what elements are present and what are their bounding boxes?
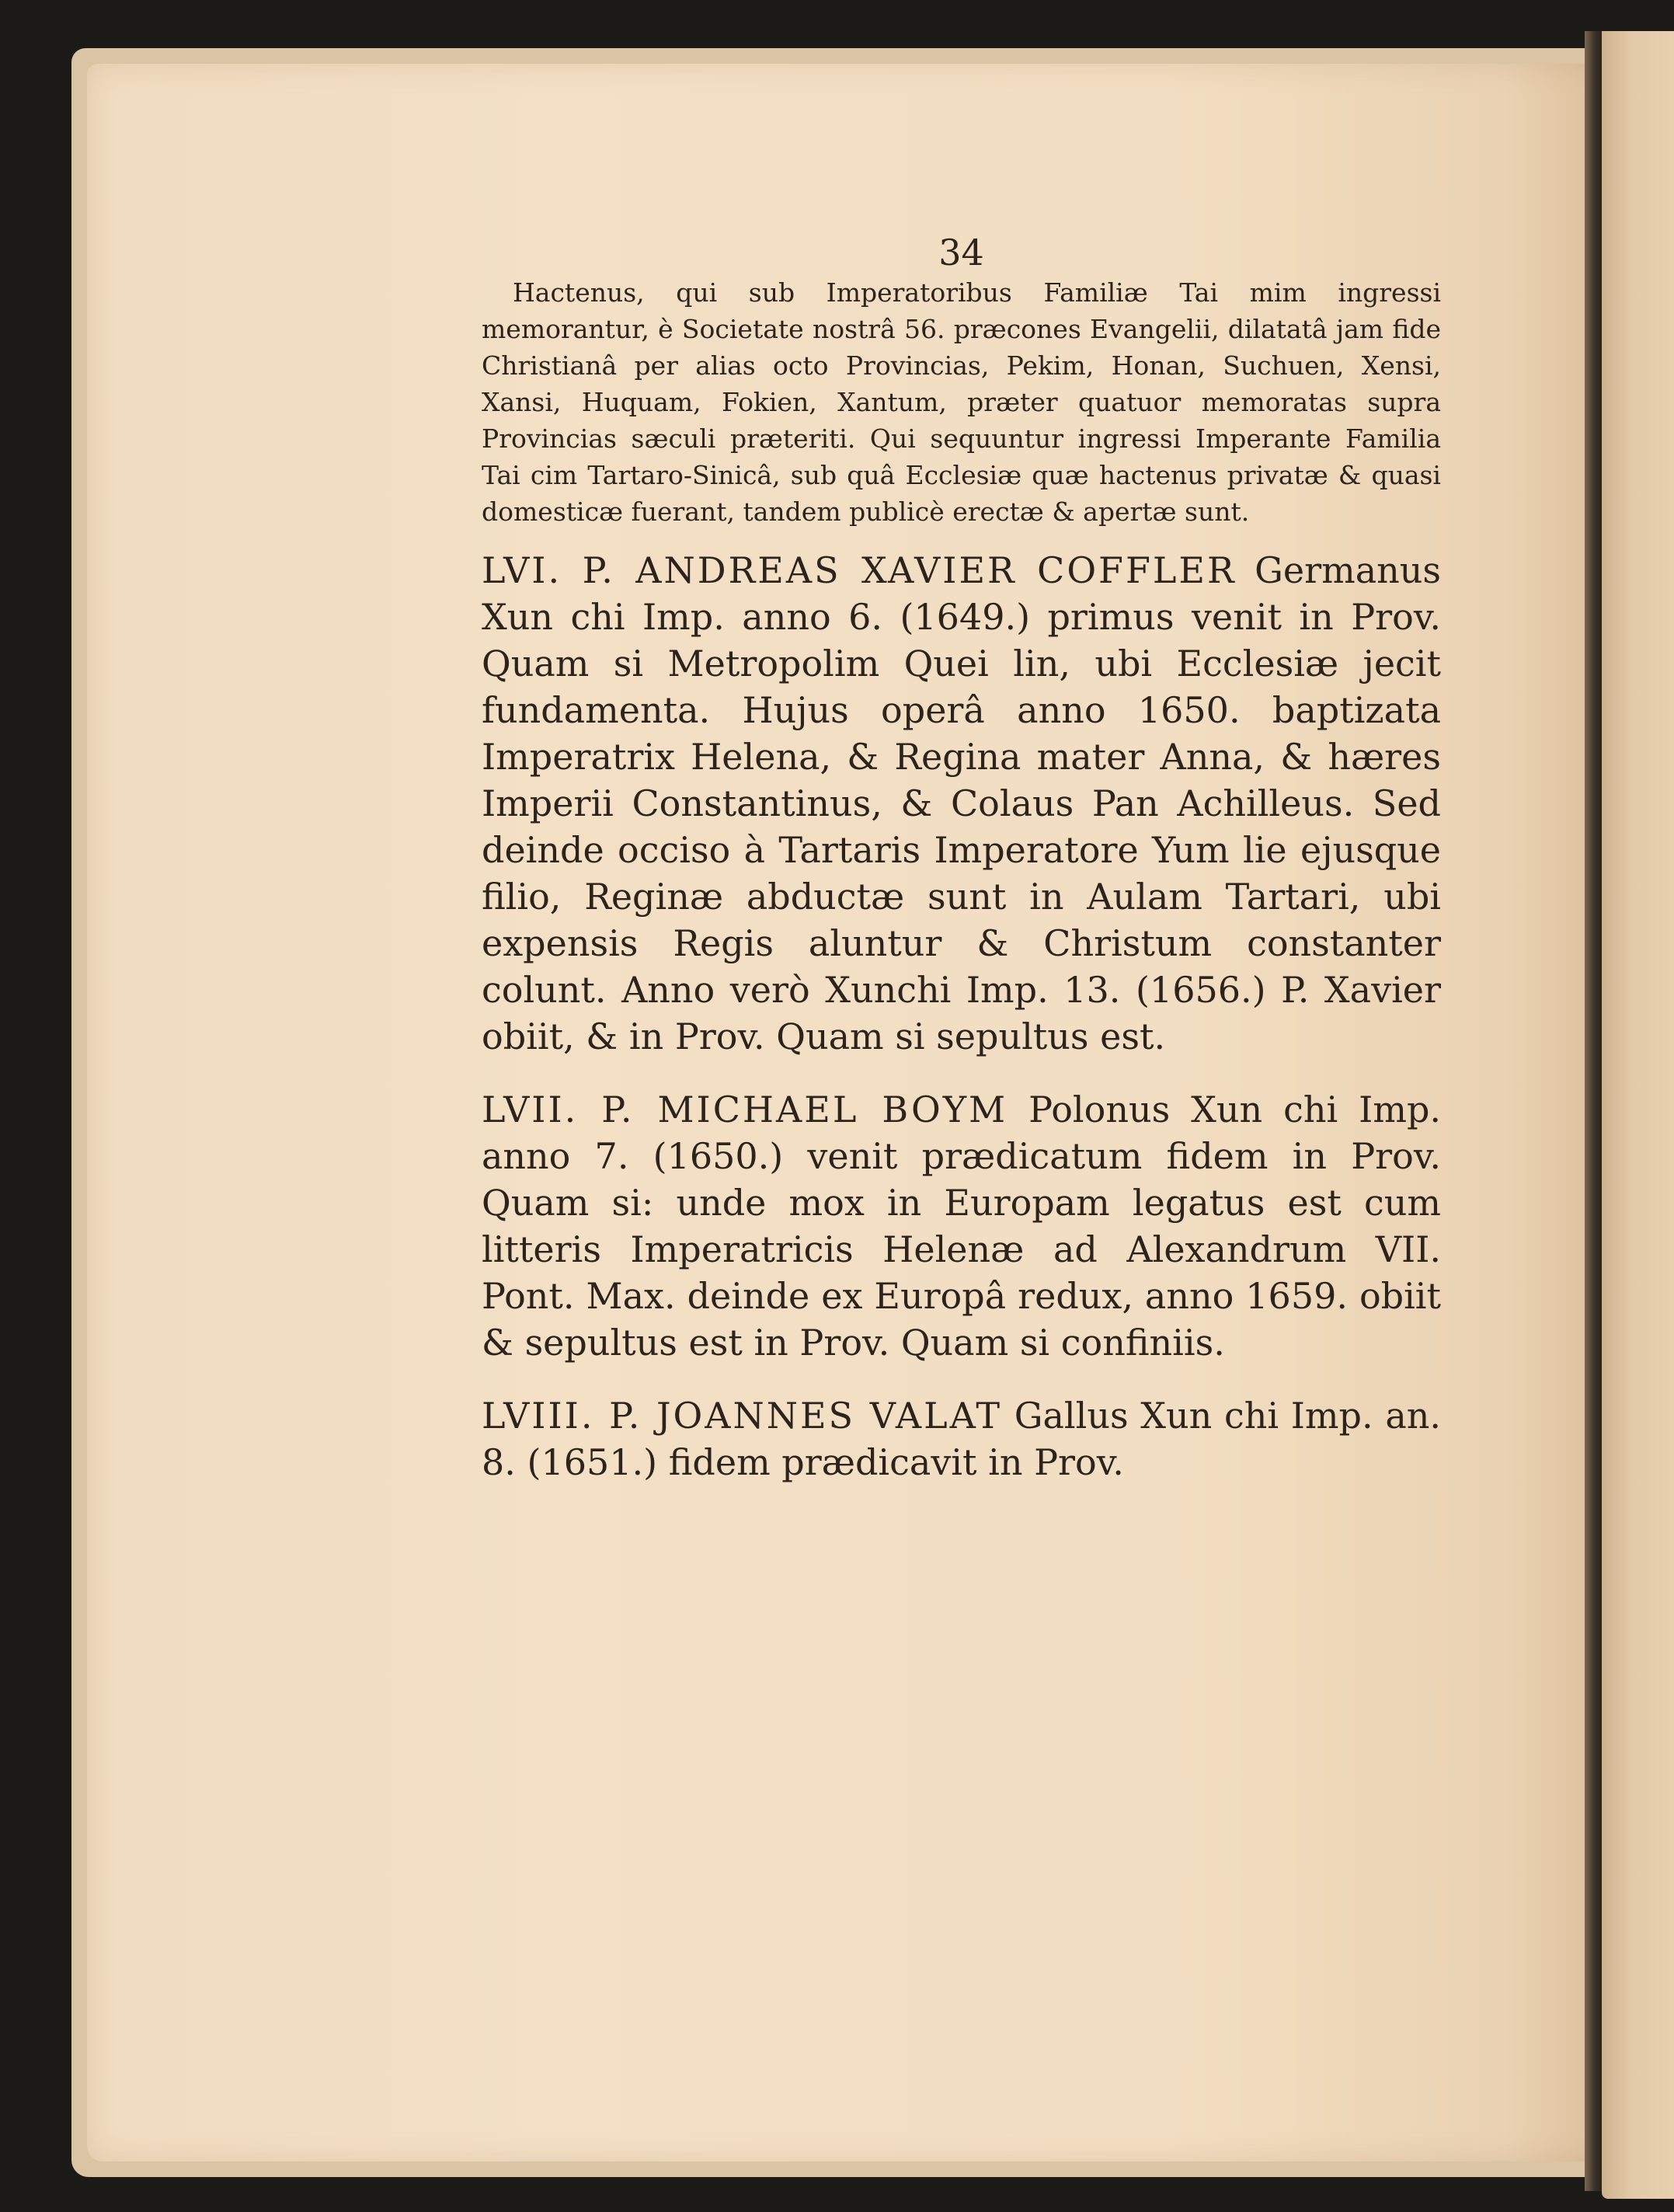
- entry-56: [482, 547, 1441, 1060]
- page-number: 34: [938, 232, 984, 273]
- entry-body: Gallus Xun chi Imp. an. 8. (1651.) fidem prædicavit in Prov.: [482, 1394, 1441, 1483]
- entry-heading: LVII. P. MICHAEL BOYM: [482, 1088, 1008, 1130]
- page-text: [482, 233, 1441, 1486]
- entry-heading: LVI. P. ANDREAS XAVIER COFFLER: [482, 549, 1237, 591]
- entry-heading: LVIII. P. JOANNES VALAT: [482, 1394, 1003, 1437]
- facing-page-edge: [1602, 31, 1674, 2199]
- entry-58: [482, 1392, 1441, 1486]
- intro-paragraph: Hactenus, qui sub Imperatoribus Familiæ Tai mim ingressi memorantur, è Societate nostrâ 56. præcones Evangelii, dilatatâ jam fide Christianâ per alias octo Provincias, Pekim, Honan, Suchuen, Xensi, Xansi, Huquam, Fokien, Xantum, præter quatuor memoratas supra Provincias sæculi præteriti. Qui sequuntur ingressi Imperante Familia Tai cim Tartaro-Sinicâ, sub quâ Ecclesiæ quæ hactenus privatæ & quasi domesticæ fuerant, tandem publicè erectæ & apertæ sunt.: [482, 277, 1441, 527]
- entry-57: [482, 1086, 1441, 1366]
- entry-body: Germanus Xun chi Imp. anno 6. (1649.) primus venit in Prov. Quam si Metropolim Quei lin, ubi Ecclesiæ jecit fundamenta. Hujus operâ anno 1650. baptizata Imperatrix Helena, & Regina mater Anna, & hæres Imperii Constantinus, & Colaus Pan Achilleus. Sed deinde occiso à Tartaris Imperatore Yum lie ejusque filio, Reginæ abductæ sunt in Aulam Tartari, ubi expensis Regis aluntur & Christum constanter colunt. Anno verò Xunchi Imp. 13. (1656.) P. Xavier obiit, & in Prov. Quam si sepultus est.: [482, 549, 1441, 1057]
- book-gutter: [1585, 31, 1602, 2191]
- entry-body: Polonus Xun chi Imp. anno 7. (1650.) venit prædicatum fidem in Prov. Quam si: unde mox in Europam legatus est cum litteris Imperatricis Helenæ ad Alexandrum VII. Pont. Max. deinde ex Europâ redux, anno 1659. obiit & sepultus est in Prov. Quam si confiniis.: [482, 1088, 1442, 1364]
